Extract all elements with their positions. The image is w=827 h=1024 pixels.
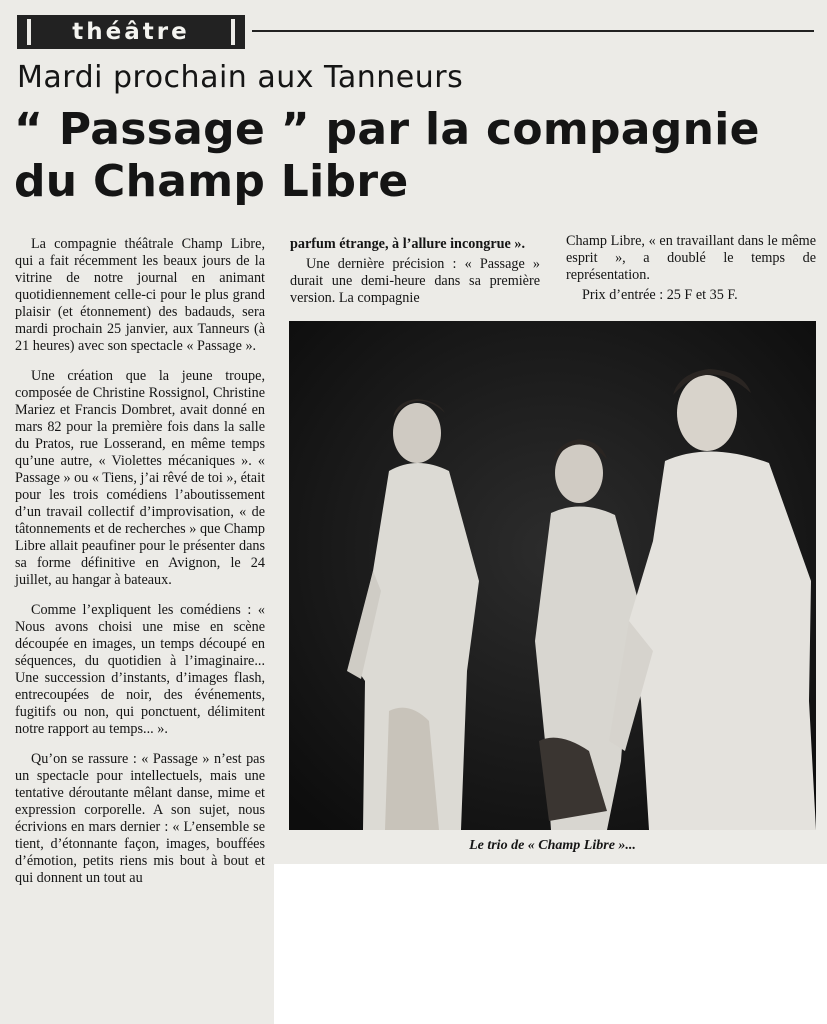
troupe-photo-illustration xyxy=(289,321,816,830)
photo-caption: Le trio de « Champ Libre »... xyxy=(469,838,636,853)
headline-line-1: “ Passage ” par la compagnie xyxy=(14,104,760,155)
troupe-photo xyxy=(289,321,816,830)
article-column-2 xyxy=(290,236,540,310)
price-line: Prix d’entrée : 25 F et 35 F. xyxy=(582,287,738,303)
section-rubric: théâtre xyxy=(17,15,245,49)
rubric-rule xyxy=(252,30,814,32)
paragraph-5: parfum étrange, à l’allure incongrue ». xyxy=(290,236,525,252)
paragraph-2: Une création que la jeune troupe, composée de Christine Rossignol, Christine Mariez et Francis Dombret, avait donné en mars 82 pour la première fois dans la salle du Pratos, rue Losserand, en même temps qu’une autre, « Violettes mécaniques ». « Passage » ou « Tiens, j’ai rêvé de toi », était pour les trois comédiens l’aboutissement d’un travail collectif d’improvisation, « de tâtonnements et de recherches » que Champ Libre allait peaufiner pour le présenter dans sa forme définitive en Avignon, le 24 juillet, au hangar à bateaux. xyxy=(15,368,265,588)
kicker: Mardi prochain aux Tanneurs xyxy=(17,60,464,95)
article-column-1 xyxy=(15,236,265,900)
paragraph-7: Champ Libre, « en travaillant dans le même esprit », a doublé le temps de représentation. xyxy=(566,233,816,283)
headline-line-2: du Champ Libre xyxy=(14,156,409,207)
paragraph-4: Qu’on se rassure : « Passage » n’est pas un spectacle pour intellectuels, mais une tentative déroutante mêlant danse, mime et expression corporelle. A son sujet, nous écrivions en mars dernier : « L’ensemble se tient, d’étonnante façon, images, bouffées d’émotion, petits riens mis bout à bout et qui donnent un tout au xyxy=(15,751,265,886)
paragraph-1: La compagnie théâtrale Champ Libre, qui a fait récemment les beaux jours de la vitrine de notre journal en animant quotidiennement celle-ci pour le plus grand plaisir (et étonnement) des badauds, sera mardi prochain 25 janvier, aux Tanneurs (à 21 heures) avec son spectacle « Passage ». xyxy=(15,236,265,354)
paragraph-6: Une dernière précision : « Passage » durait une demi-heure dans sa première version. La compagnie xyxy=(290,256,540,306)
blank-margin xyxy=(274,864,827,1024)
headline xyxy=(14,104,814,208)
article-column-3 xyxy=(566,233,816,307)
paragraph-3: Comme l’expliquent les comédiens : « Nous avons choisi une mise en scène découpée en images, un temps découpé en séquences, du quotidien à l’imaginaire... Une succession d’instants, d’images flash, entrecoupées de noir, des événements, fugitifs ou non, qui ponctuent, délimitent notre rapport au temps... ». xyxy=(15,602,265,737)
